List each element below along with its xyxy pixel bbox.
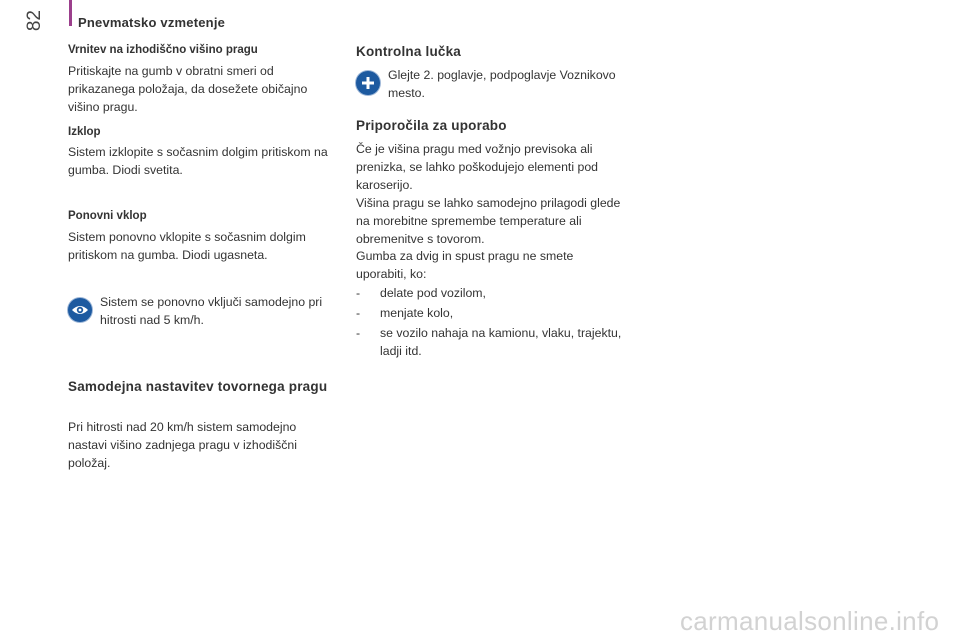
eye-icon [68,298,92,322]
list-dash: - [356,306,361,320]
section-heading-off: Izklop [68,126,101,138]
recommendation-paragraph-1: Če je višina pragu med vožnjo previsoka ali prenizka, se lahko poškodujejo elementi pod karoserijo. [356,142,598,192]
list-item-text: menjate kolo, [380,306,454,320]
section-body-return: Pritiskajte na gumb v obratni smeri od prikazanega položaja, da dosežete običajno višino pragu. [68,64,308,114]
list-item-text: delate pod vozilom, [380,286,486,300]
header-accent-bar [69,0,72,26]
section-heading-auto-level: Samodejna nastavitev tovornega pragu [68,379,328,394]
list-dash: - [356,326,361,340]
list-item [356,284,626,302]
list-dash: - [356,286,361,300]
note-see-chapter [356,66,626,102]
section-heading-recommendations: Priporočila za uporabo [356,118,507,133]
section-heading-warning-lamp: Kontrolna lučka [356,44,462,59]
page-number: 82 [24,10,45,32]
recommendation-list [356,284,626,362]
note-auto-reactivate [68,293,338,329]
note-text-see-chapter: Glejte 2. poglavje, podpoglavje Voznikovo mesto. [388,68,616,100]
list-item [356,324,626,360]
section-body-auto-level: Pri hitrosti nad 20 km/h sistem samodejno nastavi višino zadnjega pragu v izhodiščni položaj. [68,420,297,470]
section-heading-return: Vrnitev na izhodiščno višino pragu [68,44,258,56]
list-item-text: se vozilo nahaja na kamionu, vlaku, trajektu, ladji itd. [380,326,622,358]
page-header-title: Pnevmatsko vzmetenje [78,15,226,30]
section-body-off: Sistem izklopite s sočasnim dolgim pritiskom na gumba. Diodi svetita. [68,145,328,177]
recommendation-paragraph-2: Višina pragu se lahko samodejno prilagodi glede na morebitne spremembe temperature ali obremenitve s tovorom. [356,196,621,246]
plus-icon [356,71,380,95]
section-heading-on: Ponovni vklop [68,210,147,222]
site-watermark: carmanualsonline.info [680,606,940,636]
recommendation-paragraph-3: Gumba za dvig in spust pragu ne smete uporabiti, ko: [356,249,574,281]
list-item [356,304,626,322]
section-body-on: Sistem ponovno vklopite s sočasnim dolgim pritiskom na gumba. Diodi ugasneta. [68,230,306,262]
note-text-auto-reactivate: Sistem se ponovno vključi samodejno pri hitrosti nad 5 km/h. [100,295,323,327]
